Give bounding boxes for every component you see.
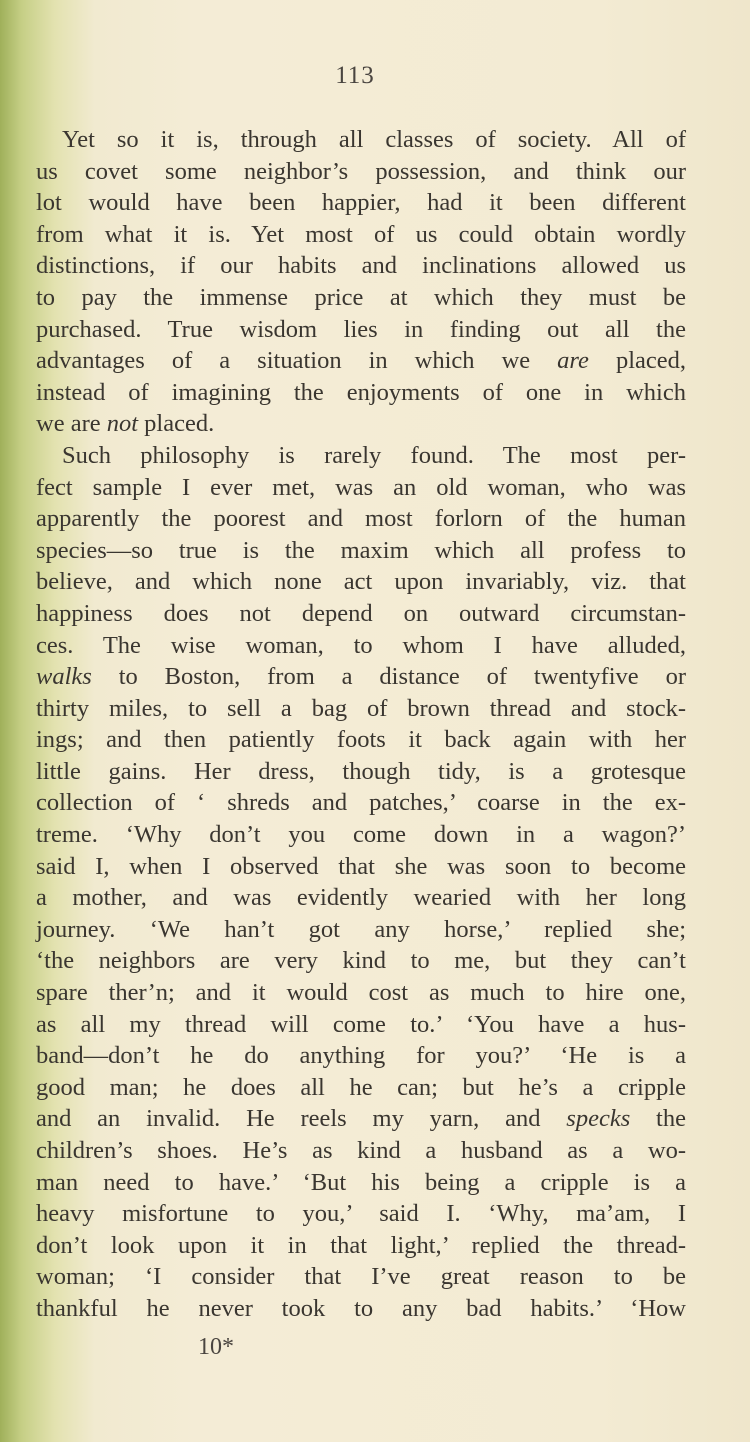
text-segment: man need to have.’ ‘But his being a cripple is a: [36, 1168, 686, 1196]
text-line: [36, 914, 686, 946]
text-segment: and an invalid. He reels my yarn, and: [36, 1105, 567, 1133]
body-text: [36, 124, 686, 1325]
text-segment: woman; ‘I consider that I’ve great reason to be: [36, 1263, 686, 1291]
text-segment: journey. ‘We han’t got any horse,’ replied she;: [36, 915, 686, 943]
text-line: [36, 314, 686, 346]
text-segment: instead of imagining the enjoyments of one in which: [36, 378, 686, 406]
text-segment: to Boston, from a distance of twentyfive or: [91, 663, 686, 691]
text-line: [36, 1293, 686, 1325]
text-line: [36, 882, 686, 914]
page-number: 113: [335, 62, 375, 89]
text-segment: spare ther’n; and it would cost as much to hire one,: [36, 979, 686, 1007]
text-segment: good man; he does all he can; but he’s a cripple: [36, 1073, 686, 1101]
text-segment: ings; and then patiently foots it back again with her: [36, 726, 686, 754]
text-line: [36, 787, 686, 819]
text-line: [36, 1167, 686, 1199]
text-line: [36, 1009, 686, 1041]
text-line: [36, 408, 686, 440]
text-line: [36, 377, 686, 409]
text-segment: us covet some neighbor’s possession, and think our: [36, 157, 686, 185]
text-line: [36, 1135, 686, 1167]
text-segment: fect sample I ever met, was an old woman, who was: [36, 473, 686, 501]
text-segment: placed.: [138, 410, 215, 438]
text-line: [36, 187, 686, 219]
text-segment: treme. ‘Why don’t you come down in a wagon?’: [36, 821, 686, 849]
text-segment: band—don’t he do anything for you?’ ‘He is a: [36, 1042, 686, 1070]
text-segment: the: [630, 1105, 686, 1133]
signature-mark: 10*: [198, 1334, 234, 1360]
text-segment: as all my thread will come to.’ ‘You have a hus-: [36, 1010, 686, 1038]
text-segment: ‘the neighbors are very kind to me, but they can’t: [36, 947, 686, 975]
text-line: [36, 693, 686, 725]
text-segment: species—so true is the maxim which all profess to: [36, 536, 686, 564]
text-line: [36, 756, 686, 788]
text-line: [36, 945, 686, 977]
text-line: [36, 1198, 686, 1230]
text-segment: thirty miles, to sell a bag of brown thread and stock-: [36, 694, 686, 722]
text-segment: ces. The wise woman, to whom I have alluded,: [36, 631, 686, 659]
text-segment: purchased. True wisdom lies in finding out all the: [36, 315, 686, 343]
text-segment: a mother, and was evidently wearied with her long: [36, 884, 686, 912]
text-line: [36, 630, 686, 662]
text-line: [36, 250, 686, 282]
text-line: [36, 566, 686, 598]
text-line: [36, 724, 686, 756]
text-line: [36, 819, 686, 851]
text-line: [36, 535, 686, 567]
text-segment: we are: [36, 410, 107, 438]
text-segment: Yet so it is, through all classes of society. All of: [62, 126, 686, 153]
text-line: [36, 503, 686, 535]
text-line: [36, 472, 686, 504]
text-segment: collection of ‘ shreds and patches,’ coarse in the ex-: [36, 789, 686, 817]
text-segment: lot would have been happier, had it been different: [36, 189, 686, 217]
text-line: [36, 219, 686, 251]
text-segment: little gains. Her dress, though tidy, is a grotesque: [36, 757, 686, 785]
text-line: [36, 1103, 686, 1135]
italic-text: not: [106, 410, 139, 438]
text-segment: apparently the poorest and most forlorn of the human: [36, 505, 686, 533]
italic-text: specks: [566, 1105, 631, 1133]
text-line: [36, 1072, 686, 1104]
italic-text: walks: [36, 663, 92, 691]
text-line: [36, 1040, 686, 1072]
text-segment: thankful he never took to any bad habits.’ ‘How: [36, 1294, 686, 1322]
text-segment: from what it is. Yet most of us could obtain wordly: [36, 220, 686, 248]
text-segment: heavy misfortune to you,’ said I. ‘Why, ma’am, I: [36, 1200, 686, 1228]
text-segment: advantages of a situation in which we: [36, 347, 558, 375]
text-line: [36, 851, 686, 883]
text-line: [36, 282, 686, 314]
text-segment: happiness does not depend on outward circumstan-: [36, 599, 686, 627]
text-line: [36, 1261, 686, 1293]
text-line: [36, 440, 686, 472]
text-line: [36, 124, 686, 156]
text-line: [36, 661, 686, 693]
text-segment: don’t look upon it in that light,’ replied the thread-: [36, 1231, 686, 1259]
text-line: [36, 156, 686, 188]
text-segment: placed,: [588, 347, 686, 375]
text-line: [36, 598, 686, 630]
text-segment: children’s shoes. He’s as kind a husband as a wo-: [36, 1137, 686, 1164]
italic-text: are: [557, 347, 589, 375]
text-line: [36, 977, 686, 1009]
text-segment: distinctions, if our habits and inclinations allowed us: [36, 252, 686, 280]
text-segment: said I, when I observed that she was soon to become: [36, 852, 686, 880]
text-segment: believe, and which none act upon invariably, viz. that: [36, 568, 686, 596]
text-line: [36, 345, 686, 377]
text-segment: Such philosophy is rarely found. The most per-: [62, 441, 686, 469]
text-segment: to pay the immense price at which they must be: [36, 283, 686, 311]
text-line: [36, 1230, 686, 1262]
